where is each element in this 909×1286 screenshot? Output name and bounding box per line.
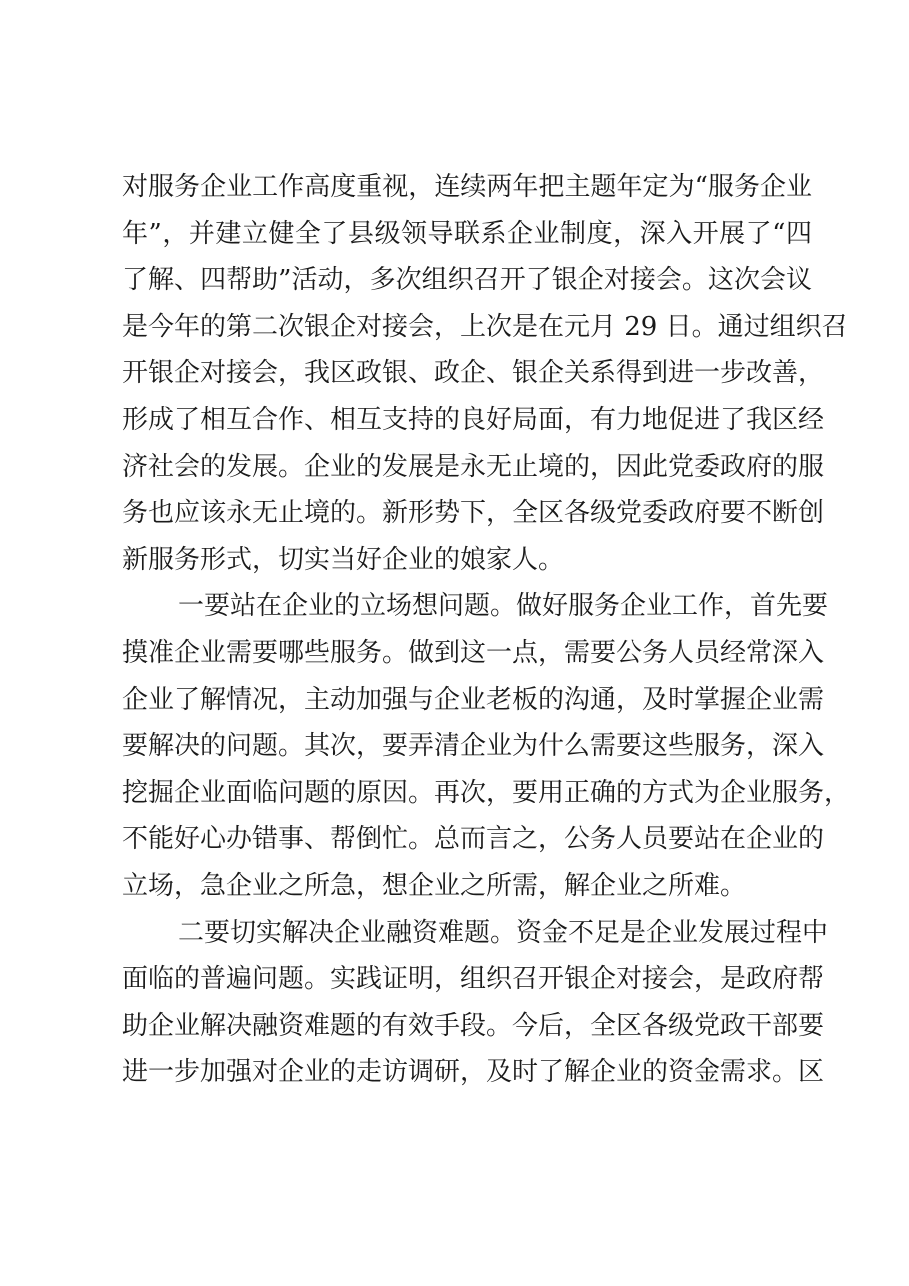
text-line: 新服务形式，切实当好企业的娘家人。 xyxy=(122,544,565,575)
text-line: 助企业解决融资难题的有效手段。今后，全区各级党政干部要 xyxy=(122,1010,825,1041)
paragraph-1 xyxy=(122,164,848,583)
text-line: 企业了解情况，主动加强与企业老板的沟通，及时掌握企业需 xyxy=(122,684,825,715)
text-line: 了解、四帮助”活动，多次组织召开了银企对接会。这次会议 xyxy=(122,265,812,296)
text-line: 年”，并建立健全了县级领导联系企业制度，深入开展了“四 xyxy=(122,218,812,249)
text-line: 挖掘企业面临问题的原因。再次，要用正确的方式为企业服务， xyxy=(122,777,851,808)
document-body xyxy=(122,164,851,1096)
text-line: 开银企对接会，我区政银、政企、银企关系得到进一步改善， xyxy=(122,358,825,389)
text-line: 进一步加强对企业的走访调研，及时了解企业的资金需求。区 xyxy=(122,1057,825,1088)
paragraph-2 xyxy=(122,583,851,909)
text-line: 摸准企业需要哪些服务。做到这一点，需要公务人员经常深入 xyxy=(122,637,825,668)
text-line: 不能好心办错事、帮倒忙。总而言之，公务人员要站在企业的 xyxy=(122,824,825,855)
text-line: 二要切实解决企业融资难题。资金不足是企业发展过程中 xyxy=(178,917,829,948)
text-line: 济社会的发展。企业的发展是永无止境的，因此党委政府的服 xyxy=(122,451,825,482)
text-line: 要解决的问题。其次，要弄清企业为什么需要这些服务，深入 xyxy=(122,731,825,762)
text-line: 一要站在企业的立场想问题。做好服务企业工作，首先要 xyxy=(178,591,829,622)
text-line: 形成了相互合作、相互支持的良好局面，有力地促进了我区经 xyxy=(122,404,825,435)
text-line: 务也应该永无止境的。新形势下，全区各级党委政府要不断创 xyxy=(122,498,825,529)
text-line: 面临的普遍问题。实践证明，组织召开银企对接会，是政府帮 xyxy=(122,964,825,995)
paragraph-3 xyxy=(122,910,829,1096)
text-line: 是今年的第二次银企对接会，上次是在元月 29 日。通过组织召 xyxy=(122,311,848,342)
text-line: 立场，急企业之所急，想企业之所需，解企业之所难。 xyxy=(122,870,747,901)
text-line: 对服务企业工作高度重视，连续两年把主题年定为“服务企业 xyxy=(122,172,812,202)
